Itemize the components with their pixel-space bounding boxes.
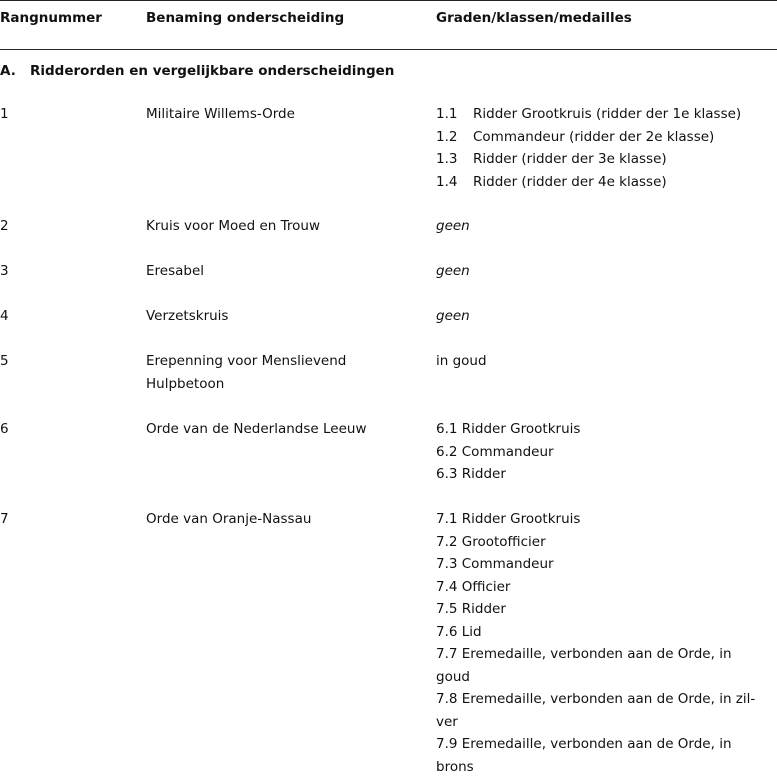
rank-number: 7 [0, 508, 9, 531]
table-header [0, 0, 777, 50]
section-heading [0, 63, 394, 79]
grade-item: 7.6 Lid [436, 621, 776, 644]
grade-item: 1.3 Ridder (ridder der 3e klasse) [436, 148, 776, 171]
grade-item: 7.2 Grootofficier [436, 531, 776, 554]
grade-item: 6.1 Ridder Grootkruis [436, 418, 776, 441]
grades-value: in goud [436, 350, 776, 373]
grades-list [436, 508, 776, 778]
grade-item-continued: brons [436, 756, 776, 778]
section-letter: A. [0, 63, 30, 79]
grade-item: 6.3 Ridder [436, 463, 776, 486]
rank-number: 6 [0, 418, 9, 441]
grade-item: 1.4 Ridder (ridder der 4e klasse) [436, 171, 776, 194]
grades-value: geen [436, 305, 776, 328]
header-rangnummer: Rangnummer [0, 10, 102, 26]
decoration-name: Orde van Oranje-Nassau [146, 508, 386, 531]
grade-item: 7.3 Commandeur [436, 553, 776, 576]
grade-item: 7.8 Eremedaille, verbonden aan de Orde, in zil- [436, 688, 776, 711]
grade-item: 7.4 Officier [436, 576, 776, 599]
grades-list [436, 103, 776, 193]
rank-number: 4 [0, 305, 9, 328]
grade-item: 7.1 Ridder Grootkruis [436, 508, 776, 531]
rank-number: 3 [0, 260, 9, 283]
grade-item: 7.7 Eremedaille, verbonden aan de Orde, in [436, 643, 776, 666]
grade-item: 6.2 Commandeur [436, 441, 776, 464]
grades-value: geen [436, 260, 776, 283]
grade-item: 7.9 Eremedaille, verbonden aan de Orde, in [436, 733, 776, 756]
grades-list [436, 418, 776, 486]
grade-item-continued: ver [436, 711, 776, 734]
decoration-name: Militaire Willems-Orde [146, 103, 386, 126]
grade-item: 7.5 Ridder [436, 598, 776, 621]
rank-number: 2 [0, 215, 9, 238]
grades-value: geen [436, 215, 776, 238]
grade-item: 1.2 Commandeur (ridder der 2e klasse) [436, 126, 776, 149]
header-graden: Graden/klassen/medailles [436, 10, 632, 26]
header-benaming: Benaming onderscheiding [146, 10, 344, 26]
rank-number: 5 [0, 350, 9, 373]
grade-item: 1.1 Ridder Grootkruis (ridder der 1e klasse) [436, 103, 776, 126]
grade-item-continued: goud [436, 666, 776, 689]
rank-number: 1 [0, 103, 9, 126]
decoration-name: Verzetskruis [146, 305, 386, 328]
decoration-name: Eresabel [146, 260, 386, 283]
decoration-name: Kruis voor Moed en Trouw [146, 215, 386, 238]
section-title: Ridderorden en vergelijkbare onderscheidingen [30, 63, 394, 79]
decoration-name: Erepenning voor Menslievend Hulpbetoon [146, 350, 386, 395]
decoration-name: Orde van de Nederlandse Leeuw [146, 418, 386, 441]
